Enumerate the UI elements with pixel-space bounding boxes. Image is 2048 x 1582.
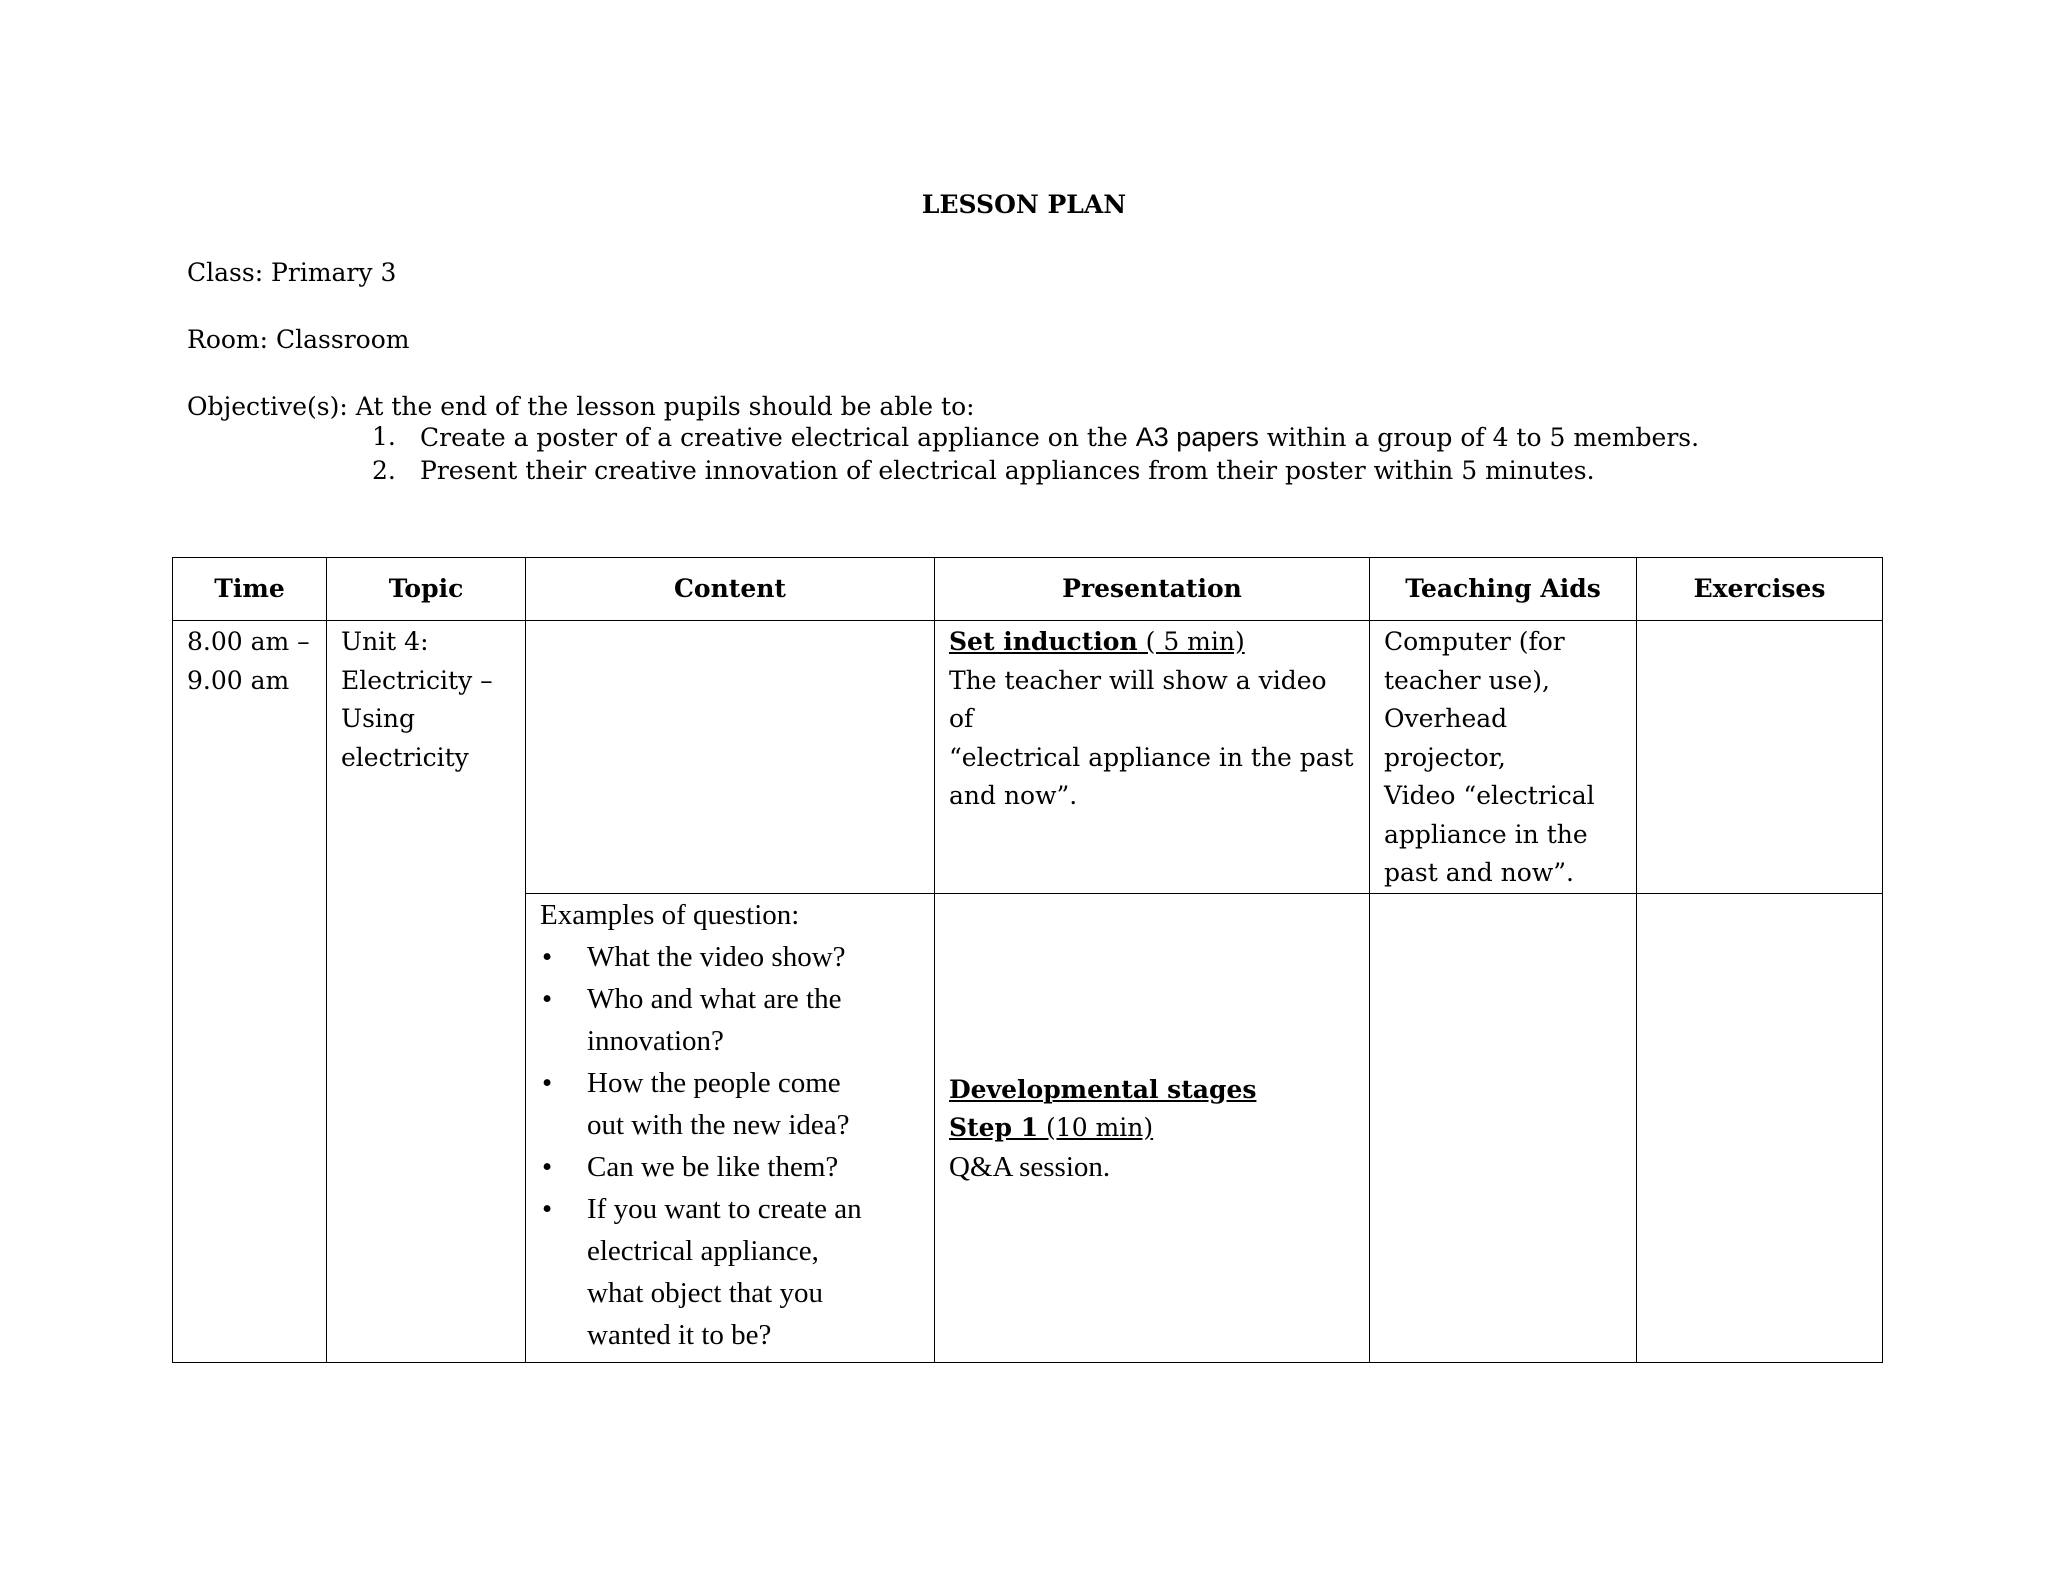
objective-text-part: Create a poster of a creative electrical appliance on the xyxy=(420,423,1136,452)
bullet-icon: • xyxy=(542,982,553,1015)
page-title: LESSON PLAN xyxy=(921,190,1127,219)
table-header-row xyxy=(173,558,1883,621)
header-teaching-aids: Teaching Aids xyxy=(1370,558,1637,621)
objective-text-part: within a group of 4 to 5 members. xyxy=(1258,423,1700,452)
objective-item xyxy=(0,454,2048,488)
question-text: Who and what are the innovation? xyxy=(587,982,842,1057)
step-body: Q&A session. xyxy=(949,1150,1111,1183)
developmental-stages-heading: Developmental stages xyxy=(949,1074,1257,1104)
objective-text: Present their creative innovation of electrical appliances from their poster within 5 minutes. xyxy=(420,456,1595,485)
content-cell xyxy=(526,893,935,1363)
list-item xyxy=(540,1188,920,1356)
objective-number: 1. xyxy=(372,422,396,451)
header-topic: Topic xyxy=(327,558,526,621)
exercises-cell xyxy=(1637,893,1883,1363)
set-induction-body: The teacher will show a video of “electrical appliance in the past and now”. xyxy=(949,665,1354,810)
content-text xyxy=(540,621,920,623)
question-text: Can we be like them? xyxy=(587,1150,839,1183)
time-cell xyxy=(173,621,327,1363)
set-induction-duration: ( 5 min) xyxy=(1137,627,1245,656)
table-row xyxy=(173,621,1883,894)
objectives-intro: Objective(s): At the end of the lesson pupils should be able to: xyxy=(187,392,975,421)
time-text: 8.00 am – 9.00 am xyxy=(187,627,310,695)
bullet-icon: • xyxy=(542,1066,553,1099)
lesson-plan-table xyxy=(172,557,1883,1363)
room-line: Room: Classroom xyxy=(187,325,410,354)
header-exercises: Exercises xyxy=(1637,558,1883,621)
teaching-aids-cell xyxy=(1370,893,1637,1363)
step-label: Step 1 xyxy=(949,1113,1039,1142)
step-duration: (10 min) xyxy=(1038,1113,1154,1142)
step-line xyxy=(949,1109,1355,1148)
exercises-cell xyxy=(1637,621,1883,894)
objective-number: 2. xyxy=(372,456,396,485)
bullet-icon: • xyxy=(542,940,553,973)
header-content: Content xyxy=(526,558,935,621)
topic-text: Unit 4: Electricity – Using electricity xyxy=(341,627,493,772)
presentation-cell xyxy=(935,893,1370,1363)
set-induction-heading: Set induction xyxy=(949,627,1138,656)
class-line: Class: Primary 3 xyxy=(187,258,397,287)
objectives-list xyxy=(0,420,2048,488)
topic-cell xyxy=(327,621,526,1363)
exercises-text xyxy=(1651,894,1868,896)
header-time: Time xyxy=(173,558,327,621)
objective-text-part: A3 papers xyxy=(1135,422,1259,452)
list-item xyxy=(540,1062,920,1146)
developmental-block xyxy=(949,894,1355,1187)
list-item xyxy=(540,978,920,1062)
teaching-aids-text xyxy=(1384,894,1622,896)
question-text: What the video show? xyxy=(587,940,846,973)
list-item xyxy=(540,1146,920,1188)
question-text: How the people come out with the new idea? xyxy=(587,1066,850,1141)
content-cell xyxy=(526,621,935,894)
objective-text xyxy=(420,420,1699,455)
teaching-aids-text: Computer (for teacher use), Overhead projector, Video “electrical appliance in the past and now”. xyxy=(1384,627,1595,887)
header-presentation: Presentation xyxy=(935,558,1370,621)
presentation-block xyxy=(949,621,1355,662)
question-list xyxy=(540,936,920,1356)
bullet-icon: • xyxy=(542,1150,553,1183)
objective-item xyxy=(0,420,2048,454)
content-intro: Examples of question: xyxy=(540,898,800,931)
list-item xyxy=(540,936,920,978)
presentation-cell xyxy=(935,621,1370,894)
teaching-aids-cell xyxy=(1370,621,1637,894)
question-text: If you want to create an electrical appliance, what object that you wanted it to be? xyxy=(587,1192,862,1351)
exercises-text xyxy=(1651,621,1868,623)
bullet-icon: • xyxy=(542,1192,553,1225)
